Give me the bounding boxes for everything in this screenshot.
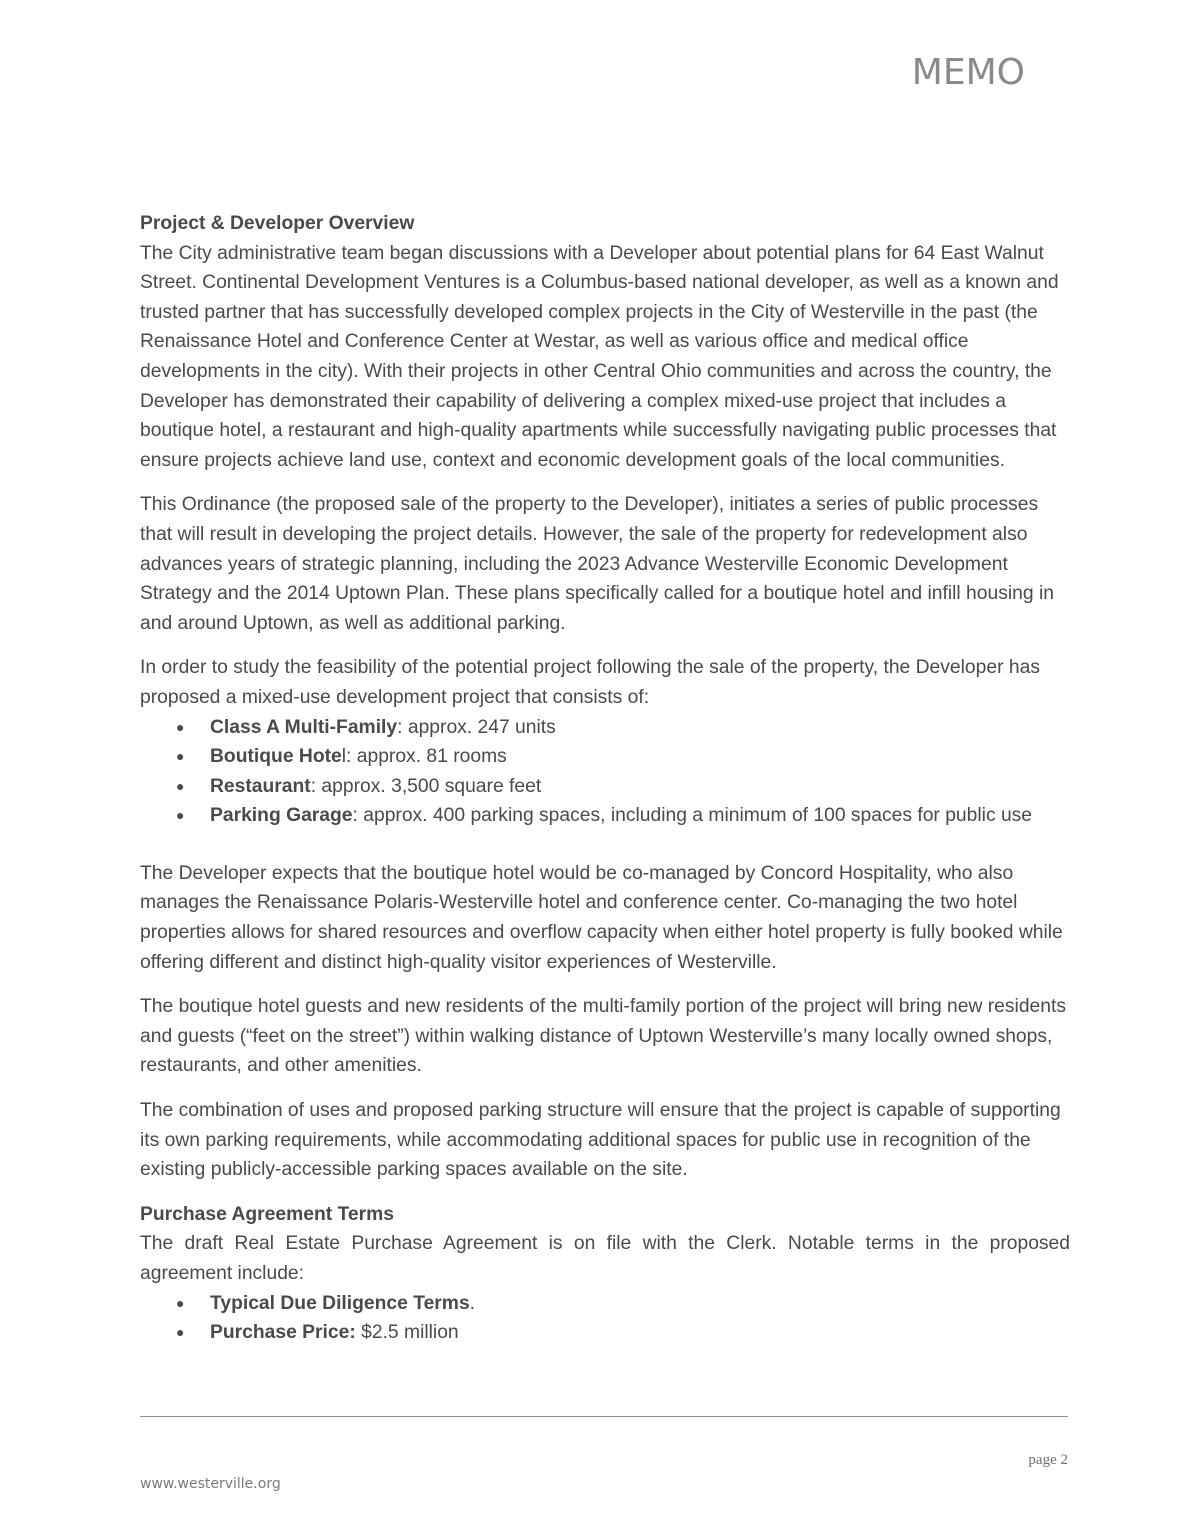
footer-divider bbox=[140, 1416, 1068, 1417]
overview-paragraph-2: This Ordinance (the proposed sale of the property to the Developer), initiates a series of public processes that will result in developing the project details. However, the sale of the property for redevelopment also advances years of strategic planning, including the 2023 Advance Westerville Economic Development Strategy and the 2014 Uptown Plan. These plans specifically called for a boutique hotel and infill housing in and around Uptown, as well as additional parking. bbox=[140, 494, 1054, 634]
list-item-detail: : approx. 3,500 square feet bbox=[310, 775, 542, 797]
bullet-icon: ● bbox=[176, 1294, 185, 1311]
overview-paragraph-5: The boutique hotel guests and new residents of the multi-family portion of the project will bring new residents and guests (“feet on the street”) within walking distance of Uptown Westerville’s many locally owned shops, restaurants, and other amenities. bbox=[140, 996, 1066, 1077]
list-item-term: Restaurant bbox=[210, 775, 311, 797]
footer-website: www.westerville.org bbox=[140, 1476, 281, 1492]
list-item-term: Class A Multi-Family bbox=[210, 716, 398, 738]
bullet-icon: ● bbox=[176, 748, 185, 765]
list-item bbox=[176, 772, 1070, 802]
overview-paragraph-4: The Developer expects that the boutique hotel would be co-managed by Concord Hospitality, who also manages the Renaissance Polaris-Westerville hotel and conference center. Co-managing the two hotel properties allows for shared resources and overflow capacity when either hotel property is fully booked while offering different and distinct high-quality visitor experiences of Westerville. bbox=[140, 862, 1063, 973]
page-number: page 2 bbox=[1028, 1452, 1068, 1468]
list-item-term: Typical Due Diligence Terms bbox=[210, 1292, 470, 1314]
project-components-list bbox=[140, 713, 1070, 831]
list-item-term: Parking Garage bbox=[210, 805, 353, 827]
list-item-detail: : approx. 247 units bbox=[397, 716, 556, 738]
list-item bbox=[176, 1318, 1070, 1348]
overview-paragraph-6: The combination of uses and proposed parking structure will ensure that the project is capable of supporting its own parking requirements, while accommodating additional spaces for public use in recognition of the existing publicly-accessible parking spaces available on the site. bbox=[140, 1100, 1061, 1181]
list-item-detail: : approx. 400 parking spaces, including a minimum of 100 spaces for public use bbox=[352, 805, 1033, 827]
list-item-term: Boutique Hote bbox=[210, 746, 342, 768]
list-item-detail: l: approx. 81 rooms bbox=[341, 746, 507, 768]
section-heading-overview: Project & Developer Overview bbox=[140, 213, 415, 234]
list-item bbox=[176, 713, 1070, 743]
bullet-icon: ● bbox=[176, 807, 185, 824]
purchase-terms-list bbox=[140, 1289, 1070, 1348]
purchase-paragraph: The draft Real Estate Purchase Agreement is on file with the Clerk. Notable terms in the proposed agreement include: bbox=[140, 1233, 1070, 1284]
list-item bbox=[176, 1289, 1070, 1319]
list-item-detail: . bbox=[469, 1292, 476, 1314]
list-item bbox=[176, 801, 1070, 831]
memo-title: MEMO bbox=[911, 52, 1025, 93]
bullet-icon: ● bbox=[176, 718, 185, 735]
section-heading-purchase: Purchase Agreement Terms bbox=[140, 1203, 394, 1225]
bullet-icon: ● bbox=[176, 777, 185, 794]
list-item-detail: $2.5 million bbox=[355, 1322, 459, 1344]
spacer bbox=[140, 831, 1070, 859]
overview-paragraph-1: The City administrative team began discussions with a Developer about potential plans for 64 East Walnut Street. Continental Development Ventures is a Columbus-based national developer, as well as a known and trusted partner that has successfully developed complex projects in the City of Westerville in the past (the Renaissance Hotel and Conference Center at Westar, as well as various office and medical office developments in the city). With their projects in other Central Ohio communities and across the country, the Developer has demonstrated their capability of delivering a complex mixed-use project that includes a boutique hotel, a restaurant and high-quality apartments while successfully navigating public processes that ensure projects achieve land use, context and economic development goals of the local communities. bbox=[140, 242, 1059, 471]
list-item-term: Purchase Price: bbox=[210, 1322, 356, 1344]
memo-body bbox=[140, 209, 1070, 1348]
overview-paragraph-3: In order to study the feasibility of the potential project following the sale of the property, the Developer has proposed a mixed-use development project that consists of: bbox=[140, 657, 1040, 708]
list-item bbox=[176, 742, 1070, 772]
bullet-icon: ● bbox=[176, 1324, 185, 1341]
